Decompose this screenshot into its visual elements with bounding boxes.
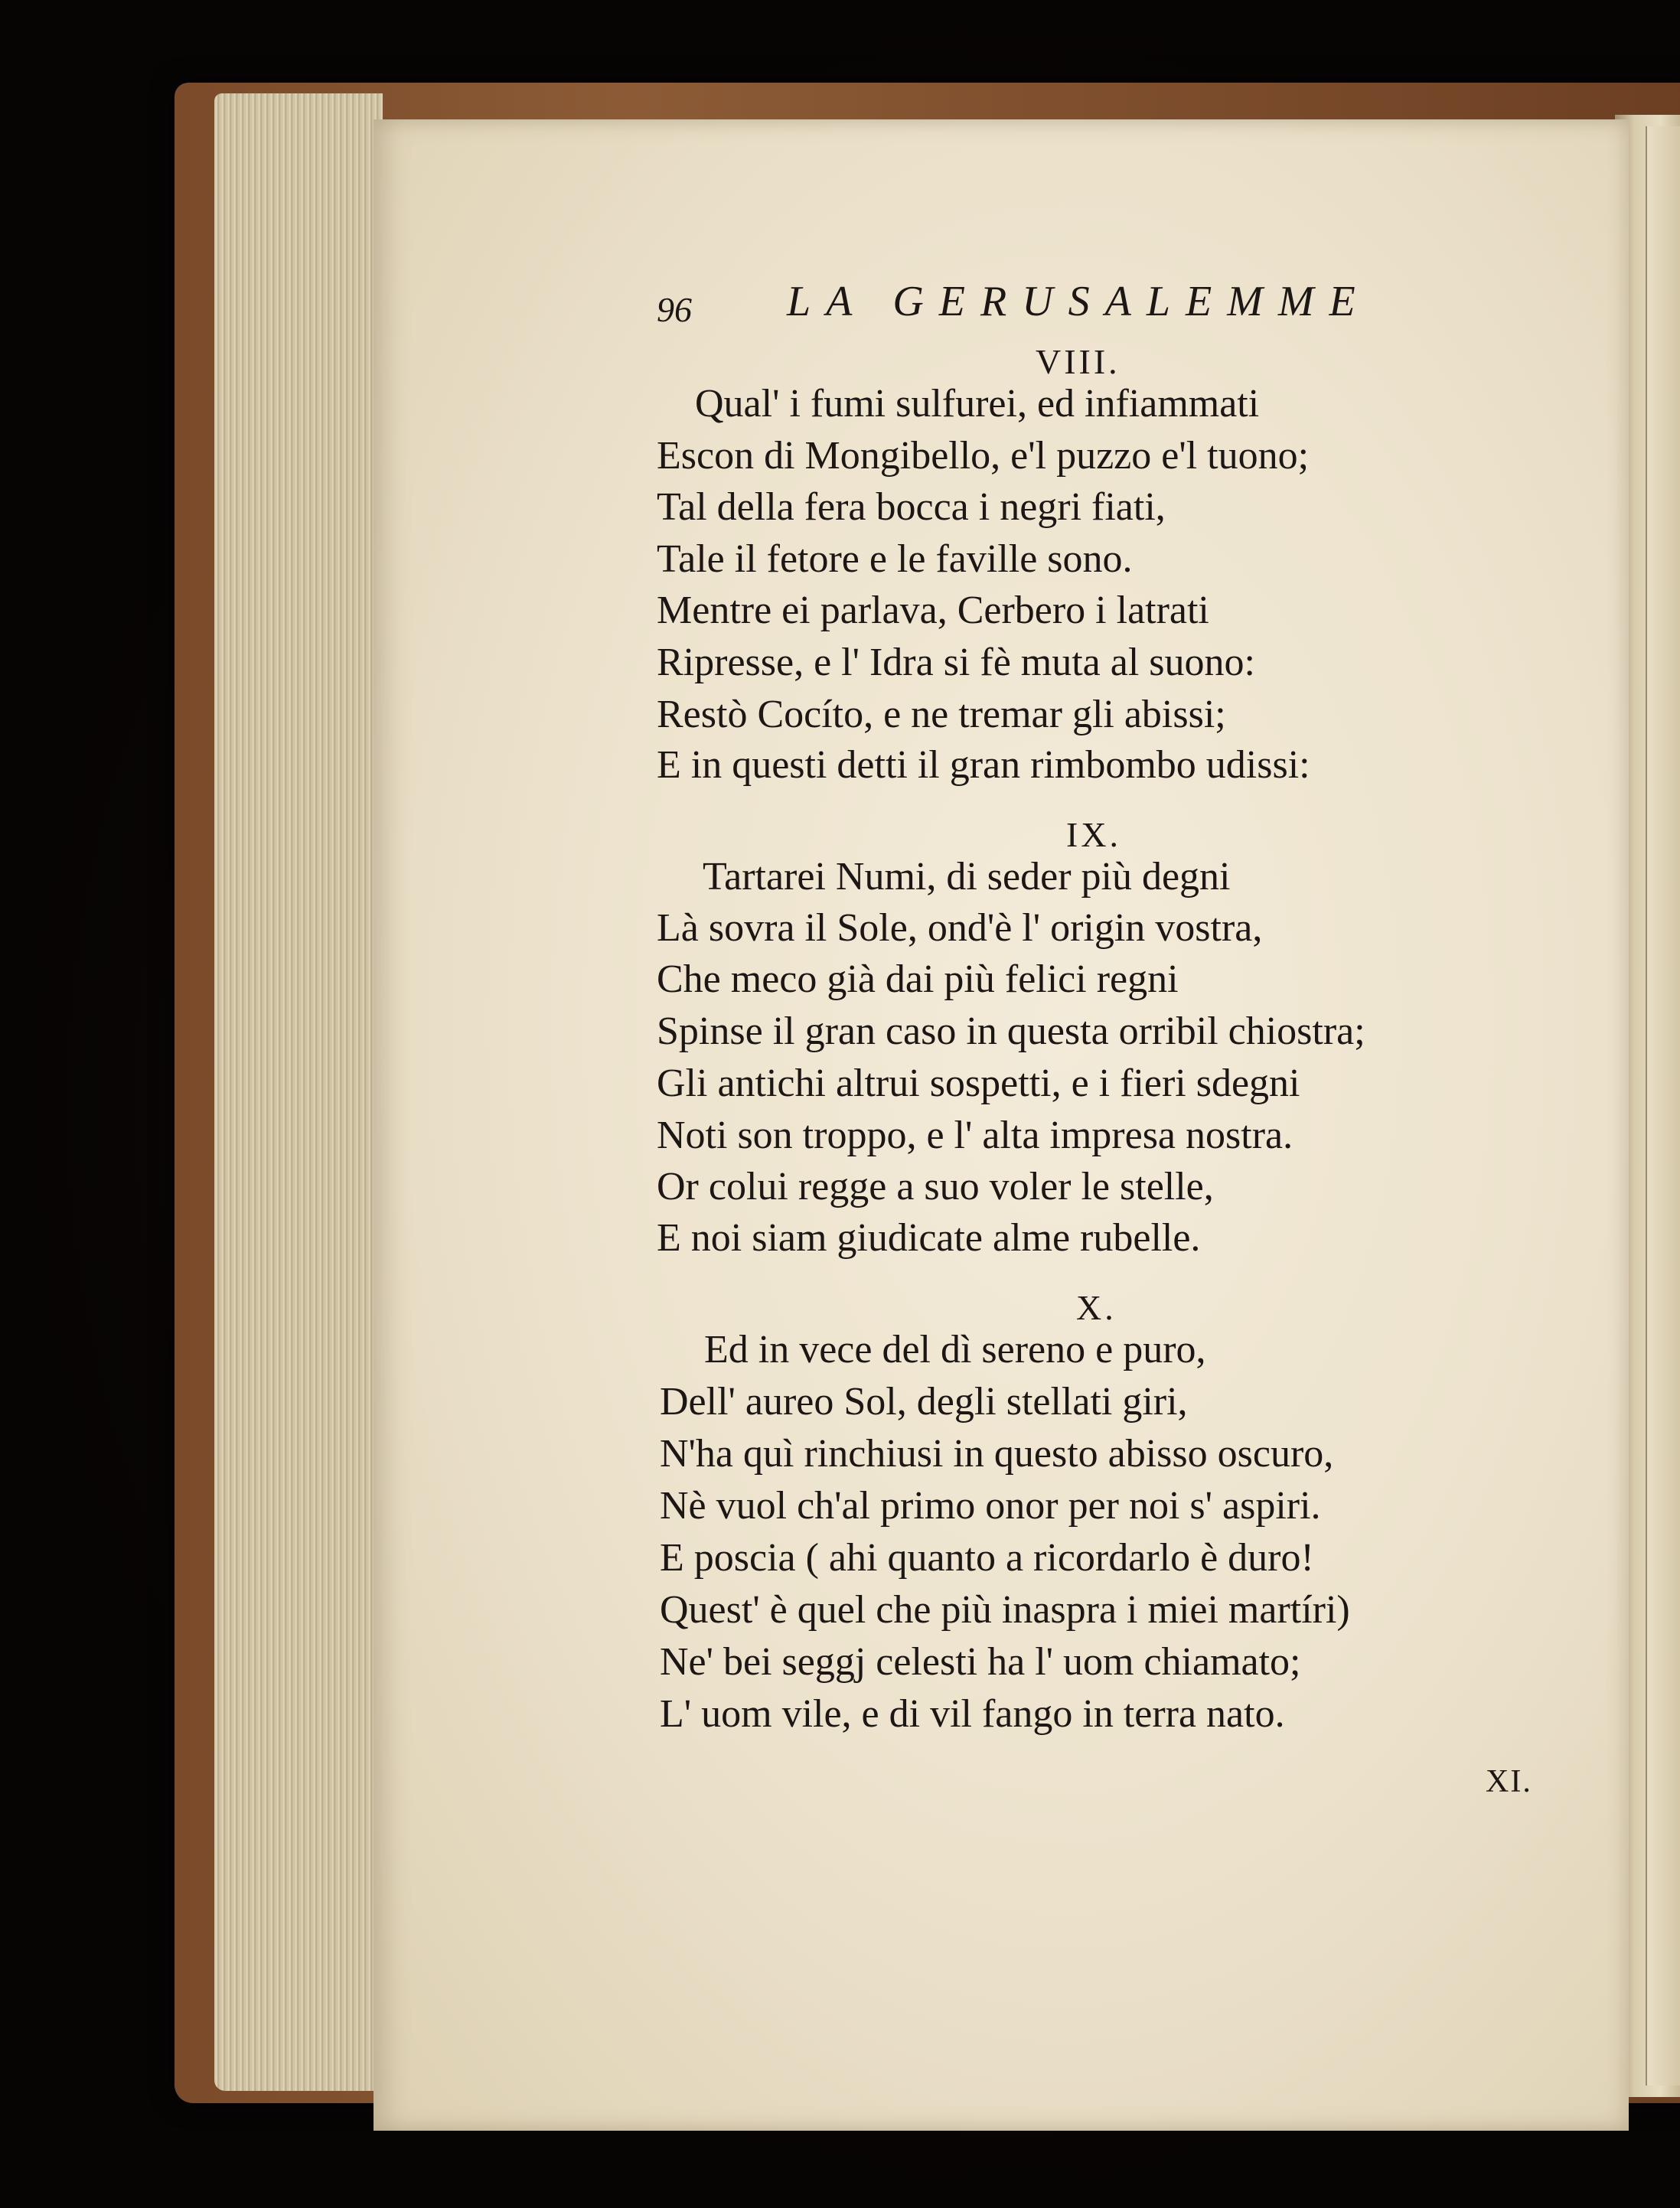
verse-line: Qual' i fumi sulfurei, ed infiammati [695,382,1260,426]
verse-line: Or colui regge a suo voler le stelle, [657,1165,1214,1208]
verse-line: Ed in vece del dì sereno e puro, [704,1328,1206,1371]
verse-line: E in questi detti il gran rimbombo udissi: [657,743,1310,787]
verse-line: Quest' è quel che più inaspra i miei martíri) [660,1588,1350,1632]
stanza-number: VIII. [1036,342,1121,381]
stanza-number: IX. [1066,815,1122,854]
verse-line: Mentre ei parlava, Cerbero i latrati [657,589,1209,632]
facing-page-inner-edge [1646,126,1680,2086]
verse-line: L' uom vile, e di vil fango in terra nato. [660,1692,1285,1736]
verse-line: Ne' bei seggj celesti ha l' uom chiamato; [660,1640,1301,1684]
verse-line: Escon di Mongibello, e'l puzzo e'l tuono; [657,434,1310,478]
page-edges [214,93,383,2091]
verse-line: Restò Cocíto, e ne tremar gli abissi; [657,693,1226,736]
verse-line: E noi siam giudicate alme rubelle. [657,1216,1201,1260]
verse-line: Che meco già dai più felici regni [657,957,1179,1001]
stanza-number: X. [1076,1288,1117,1327]
book-page [374,119,1629,2131]
verse-line: Ripresse, e l' Idra si fè muta al suono: [657,641,1255,684]
verse-line: Dell' aureo Sol, degli stellati giri, [660,1380,1188,1424]
verse-line: N'ha quì rinchiusi in questo abisso oscuro, [660,1432,1334,1476]
verse-line: Gli antichi altrui sospetti, e i fieri sdegni [657,1062,1300,1105]
verse-line: E poscia ( ahi quanto a ricordarlo è duro! [660,1536,1314,1580]
verse-line: Tartarei Numi, di seder più degni [703,855,1231,899]
page-number: 96 [657,290,692,329]
running-title: LA GERUSALEMME [787,278,1371,325]
verse-line: Tal della fera bocca i negri fiati, [657,485,1166,529]
catchword: XI. [1486,1764,1532,1799]
verse-line: Nè vuol ch'al primo onor per noi s' aspiri. [660,1484,1321,1528]
verse-line: Là sovra il Sole, ond'è l' origin vostra, [657,906,1263,950]
verse-line: Spinse il gran caso in questa orribil chiostra; [657,1009,1365,1053]
verse-line: Noti son troppo, e l' alta impresa nostra. [657,1114,1293,1157]
page-text [374,119,1629,2131]
verse-line: Tale il fetore e le faville sono. [657,537,1133,581]
